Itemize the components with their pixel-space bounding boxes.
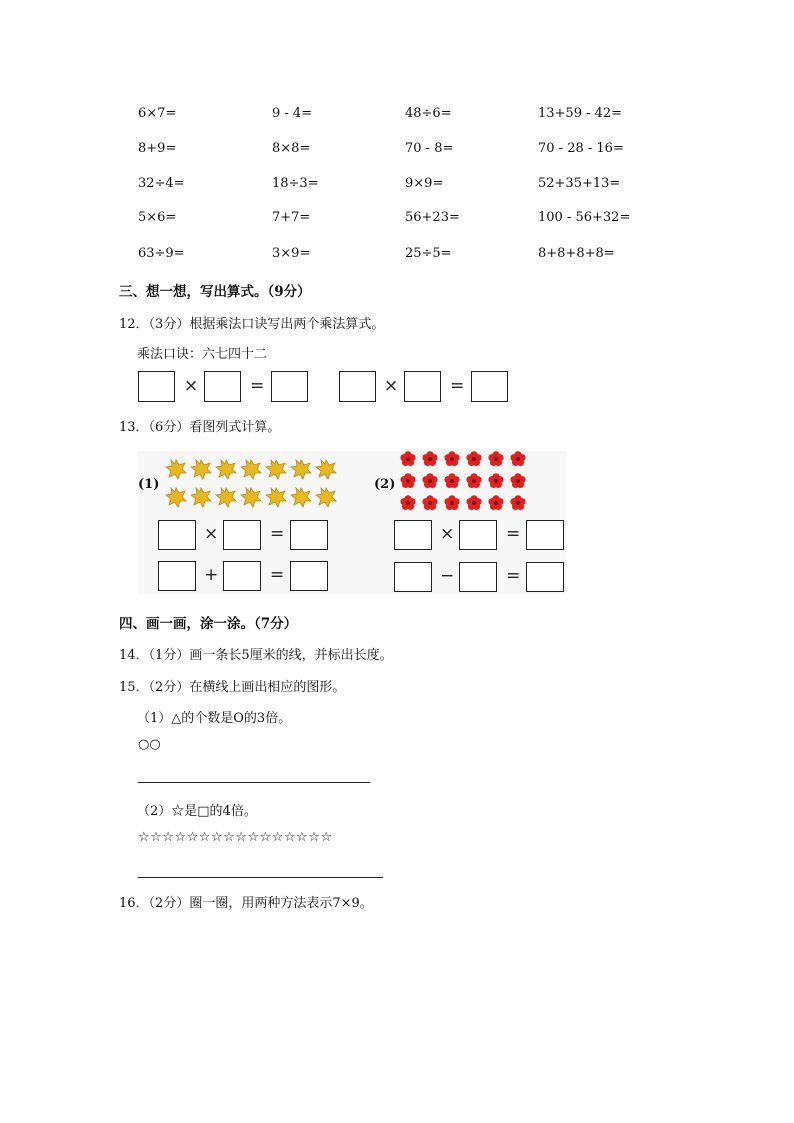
arith-r1-c2: 9 - 4=: [272, 106, 313, 121]
arith-r4-c3: 56+23=: [405, 210, 460, 225]
answer-line-2[interactable]: [138, 877, 383, 878]
leaf-icon: [166, 460, 186, 479]
answer-box[interactable]: [459, 520, 497, 550]
arith-r5-c2: 3×9=: [272, 246, 311, 261]
q13-label-2: (2): [374, 477, 396, 492]
section4-title: 四、画一画，涂一涂。（7分）: [119, 616, 298, 632]
q12-text: 12．（3分）根据乘法口诀写出两个乘法算式。: [119, 317, 385, 332]
answer-box[interactable]: [204, 371, 241, 402]
equals-sign: =: [250, 376, 265, 396]
plus-sign: +: [204, 565, 219, 585]
flower-icon: [422, 495, 437, 510]
times-sign: ×: [204, 524, 219, 544]
times-sign: ×: [384, 376, 399, 396]
q12-rhyme: 乘法口诀：六七四十二: [137, 347, 268, 362]
equals-sign: =: [270, 524, 285, 544]
minus-sign: −: [440, 566, 455, 586]
answer-line-1[interactable]: [138, 782, 370, 783]
arith-r5-c3: 25÷5=: [405, 246, 452, 261]
flower-icon: [400, 495, 415, 510]
arith-r3-c3: 9×9=: [405, 176, 444, 191]
answer-box[interactable]: [271, 371, 308, 402]
leaf-icon: [291, 488, 311, 507]
flower-icon: [444, 473, 459, 488]
arith-r2-c1: 8+9=: [138, 141, 177, 156]
flower-icon: [510, 451, 525, 466]
arith-r5-c1: 63÷9=: [138, 246, 185, 261]
q13-text: 13．（6分）看图列式计算。: [119, 420, 281, 435]
q14-text: 14．（1分）画一条长5厘米的线，并标出长度。: [119, 648, 393, 663]
equals-sign: =: [270, 565, 285, 585]
flower-icon: [422, 451, 437, 466]
leaf-icon: [316, 488, 336, 507]
equals-sign: =: [506, 524, 521, 544]
arith-r5-c4: 8+8+8+8=: [538, 246, 615, 261]
leaf-icon: [216, 460, 236, 479]
answer-box[interactable]: [404, 371, 441, 402]
arith-r1-c1: 6×7=: [138, 106, 177, 121]
q15-sub1: （1）△的个数是O的3倍。: [137, 711, 292, 726]
leaf-icon: [166, 488, 186, 507]
leaf-icon: [291, 460, 311, 479]
q16-text: 16．（2分）圈一圈，用两种方法表示7×9。: [119, 896, 373, 911]
leaf-group: [164, 455, 344, 515]
q15-circles: ○○: [138, 737, 161, 752]
flower-group: [396, 449, 536, 519]
equals-sign: =: [506, 566, 521, 586]
leaf-icon: [191, 488, 211, 507]
flower-icon: [510, 473, 525, 488]
flower-icon: [466, 495, 481, 510]
arith-r4-c4: 100 - 56+32=: [538, 210, 631, 225]
leaf-icon: [241, 488, 261, 507]
answer-box[interactable]: [394, 520, 432, 550]
flower-icon: [400, 451, 415, 466]
arith-r2-c4: 70 - 28 - 16=: [538, 141, 624, 156]
arith-r3-c2: 18÷3=: [272, 176, 319, 191]
section3-title: 三、想一想，写出算式。（9分）: [119, 284, 311, 300]
answer-box[interactable]: [339, 371, 376, 402]
arith-r3-c1: 32÷4=: [138, 176, 185, 191]
answer-box[interactable]: [223, 520, 261, 550]
flower-icon: [444, 495, 459, 510]
answer-box[interactable]: [290, 561, 328, 591]
times-sign: ×: [440, 524, 455, 544]
answer-box[interactable]: [290, 520, 328, 550]
flower-icon: [488, 473, 503, 488]
arith-r4-c1: 5×6=: [138, 210, 177, 225]
leaf-icon: [191, 460, 211, 479]
arith-r1-c3: 48÷6=: [405, 106, 452, 121]
flower-icon: [488, 451, 503, 466]
answer-box[interactable]: [394, 562, 432, 592]
times-sign: ×: [184, 376, 199, 396]
flower-icon: [488, 495, 503, 510]
arith-r2-c3: 70 - 8=: [405, 141, 454, 156]
flower-icon: [466, 473, 481, 488]
arith-r3-c4: 52+35+13=: [538, 176, 621, 191]
leaf-icon: [266, 460, 286, 479]
equals-sign: =: [450, 376, 465, 396]
q13-label-1: (1): [138, 477, 160, 492]
flower-icon: [400, 473, 415, 488]
leaf-icon: [216, 488, 236, 507]
answer-box[interactable]: [158, 561, 196, 591]
answer-box[interactable]: [138, 371, 175, 402]
q13-figure: [138, 451, 566, 594]
arith-r4-c2: 7+7=: [272, 210, 311, 225]
flower-icon: [422, 473, 437, 488]
leaf-icon: [241, 460, 261, 479]
answer-box[interactable]: [526, 520, 564, 550]
answer-box[interactable]: [158, 520, 196, 550]
arith-r1-c4: 13+59 - 42=: [538, 106, 623, 121]
arith-r2-c2: 8×8=: [272, 141, 311, 156]
q15-stars: ☆☆☆☆☆☆☆☆☆☆☆☆☆☆☆☆: [138, 830, 333, 845]
leaf-icon: [266, 488, 286, 507]
flower-icon: [444, 451, 459, 466]
flower-icon: [510, 495, 525, 510]
q15-text: 15．（2分）在横线上画出相应的图形。: [119, 680, 346, 695]
answer-box[interactable]: [526, 562, 564, 592]
answer-box[interactable]: [459, 562, 497, 592]
leaf-icon: [316, 460, 336, 479]
flower-icon: [466, 451, 481, 466]
answer-box[interactable]: [223, 561, 261, 591]
q15-sub2: （2）☆是□的4倍。: [137, 804, 257, 819]
answer-box[interactable]: [471, 371, 508, 402]
